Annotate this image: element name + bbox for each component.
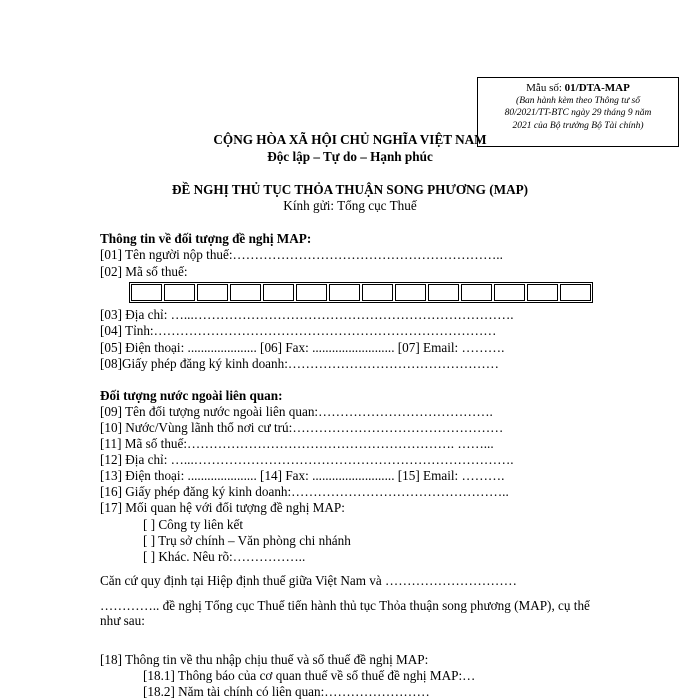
form-code-note-1: (Ban hành kèm theo Thông tư số (516, 95, 640, 106)
tax-code-cell[interactable] (395, 284, 426, 301)
field-05-07-contact: [05] Điện thoại: ..................... [06] Fax: ......................... [07] Email: ………. (100, 340, 505, 355)
field-12-foreign-address: [12] Địa chỉ: …...………………………………………………………………. (100, 452, 514, 467)
section-foreign-heading: Đối tượng nước ngoài liên quan: (100, 388, 283, 403)
form-code-note-2: 80/2021/TT-BTC ngày 29 tháng 9 năm (504, 108, 652, 118)
map-request: ………….. đề nghị Tổng cục Thuế tiến hành thủ tục Thỏa thuận song phương (MAP), cụ thể (100, 598, 590, 613)
field-10-residence: [10] Nước/Vùng lãnh thổ nơi cư trú:………………………………………… (100, 420, 504, 435)
form-code: 01/DTA-MAP (564, 82, 630, 94)
recipient: Kính gửi: Tổng cục Thuế (283, 198, 417, 213)
field-01-taxpayer-name: [01] Tên người nộp thuế:…………………………………………………….. (100, 247, 503, 262)
form-code-note-3: 2021 của Bộ trưởng Bộ Tài chính) (512, 120, 644, 131)
tax-code-cell[interactable] (494, 284, 525, 301)
relationship-option-affiliate[interactable]: [ ] Công ty liên kết (143, 517, 243, 532)
tax-code-cell[interactable] (296, 284, 327, 301)
tax-code-cell[interactable] (362, 284, 393, 301)
treaty-basis: Căn cứ quy định tại Hiệp định thuế giữa Việt Nam và ………………………… (100, 573, 517, 588)
form-code-label: Mẫu số: (526, 82, 565, 94)
field-16-foreign-license: [16] Giấy phép đăng ký kinh doanh:………………………………………….. (100, 484, 509, 499)
tax-code-grid (129, 282, 593, 303)
tax-code-cell[interactable] (164, 284, 195, 301)
field-11-foreign-tax-code: [11] Mã số thuế:……………………………………………………. ……... (100, 436, 494, 451)
field-18-income-info: [18] Thông tin về thu nhập chịu thuế và số thuế đề nghị MAP: (100, 652, 429, 667)
tax-code-cell[interactable] (428, 284, 459, 301)
relationship-option-head-office[interactable]: [ ] Trụ sở chính – Văn phòng chi nhánh (143, 533, 351, 548)
field-04-province: [04] Tỉnh:…………………………………………………………………… (100, 323, 497, 338)
tax-code-cell[interactable] (329, 284, 360, 301)
tax-code-cell[interactable] (461, 284, 492, 301)
field-02-tax-code-label: [02] Mã số thuế: (100, 264, 188, 279)
tax-code-cell[interactable] (263, 284, 294, 301)
field-17-relationship: [17] Mối quan hệ với đối tượng đề nghị MAP: (100, 500, 345, 515)
section-taxpayer-heading: Thông tin về đối tượng đề nghị MAP: (100, 231, 312, 246)
field-09-foreign-name: [09] Tên đối tượng nước ngoài liên quan:…………………………………. (100, 404, 493, 419)
motto: Độc lập – Tự do – Hạnh phúc (267, 149, 433, 164)
tax-code-cell[interactable] (197, 284, 228, 301)
tax-code-cell[interactable] (527, 284, 558, 301)
relationship-option-other[interactable]: [ ] Khác. Nêu rõ:…………….. (143, 549, 306, 564)
page-title: ĐỀ NGHỊ THỦ TỤC THỎA THUẬN SONG PHƯƠNG (MAP) (171, 182, 529, 197)
field-08-business-license: [08]Giấy phép đăng ký kinh doanh:………………………………………… (100, 356, 499, 371)
nation-heading: CỘNG HÒA XÃ HỘI CHỦ NGHĨA VIỆT NAM (213, 132, 487, 147)
tax-code-cell[interactable] (131, 284, 162, 301)
tax-code-cell[interactable] (560, 284, 591, 301)
map-request-cont: như sau: (100, 613, 145, 628)
field-13-15-foreign-contact: [13] Điện thoại: ..................... [14] Fax: ......................... [15] Email: ………. (100, 468, 505, 483)
field-03-address: [03] Địa chỉ: …...………………………………………………………………. (100, 307, 514, 322)
tax-code-cell[interactable] (230, 284, 261, 301)
field-18-2-fiscal-year: [18.2] Năm tài chính có liên quan:…………………… (143, 684, 430, 699)
field-18-1-notice: [18.1] Thông báo của cơ quan thuế về số thuế đề nghị MAP:… (143, 668, 476, 683)
form-code-line (481, 82, 675, 95)
